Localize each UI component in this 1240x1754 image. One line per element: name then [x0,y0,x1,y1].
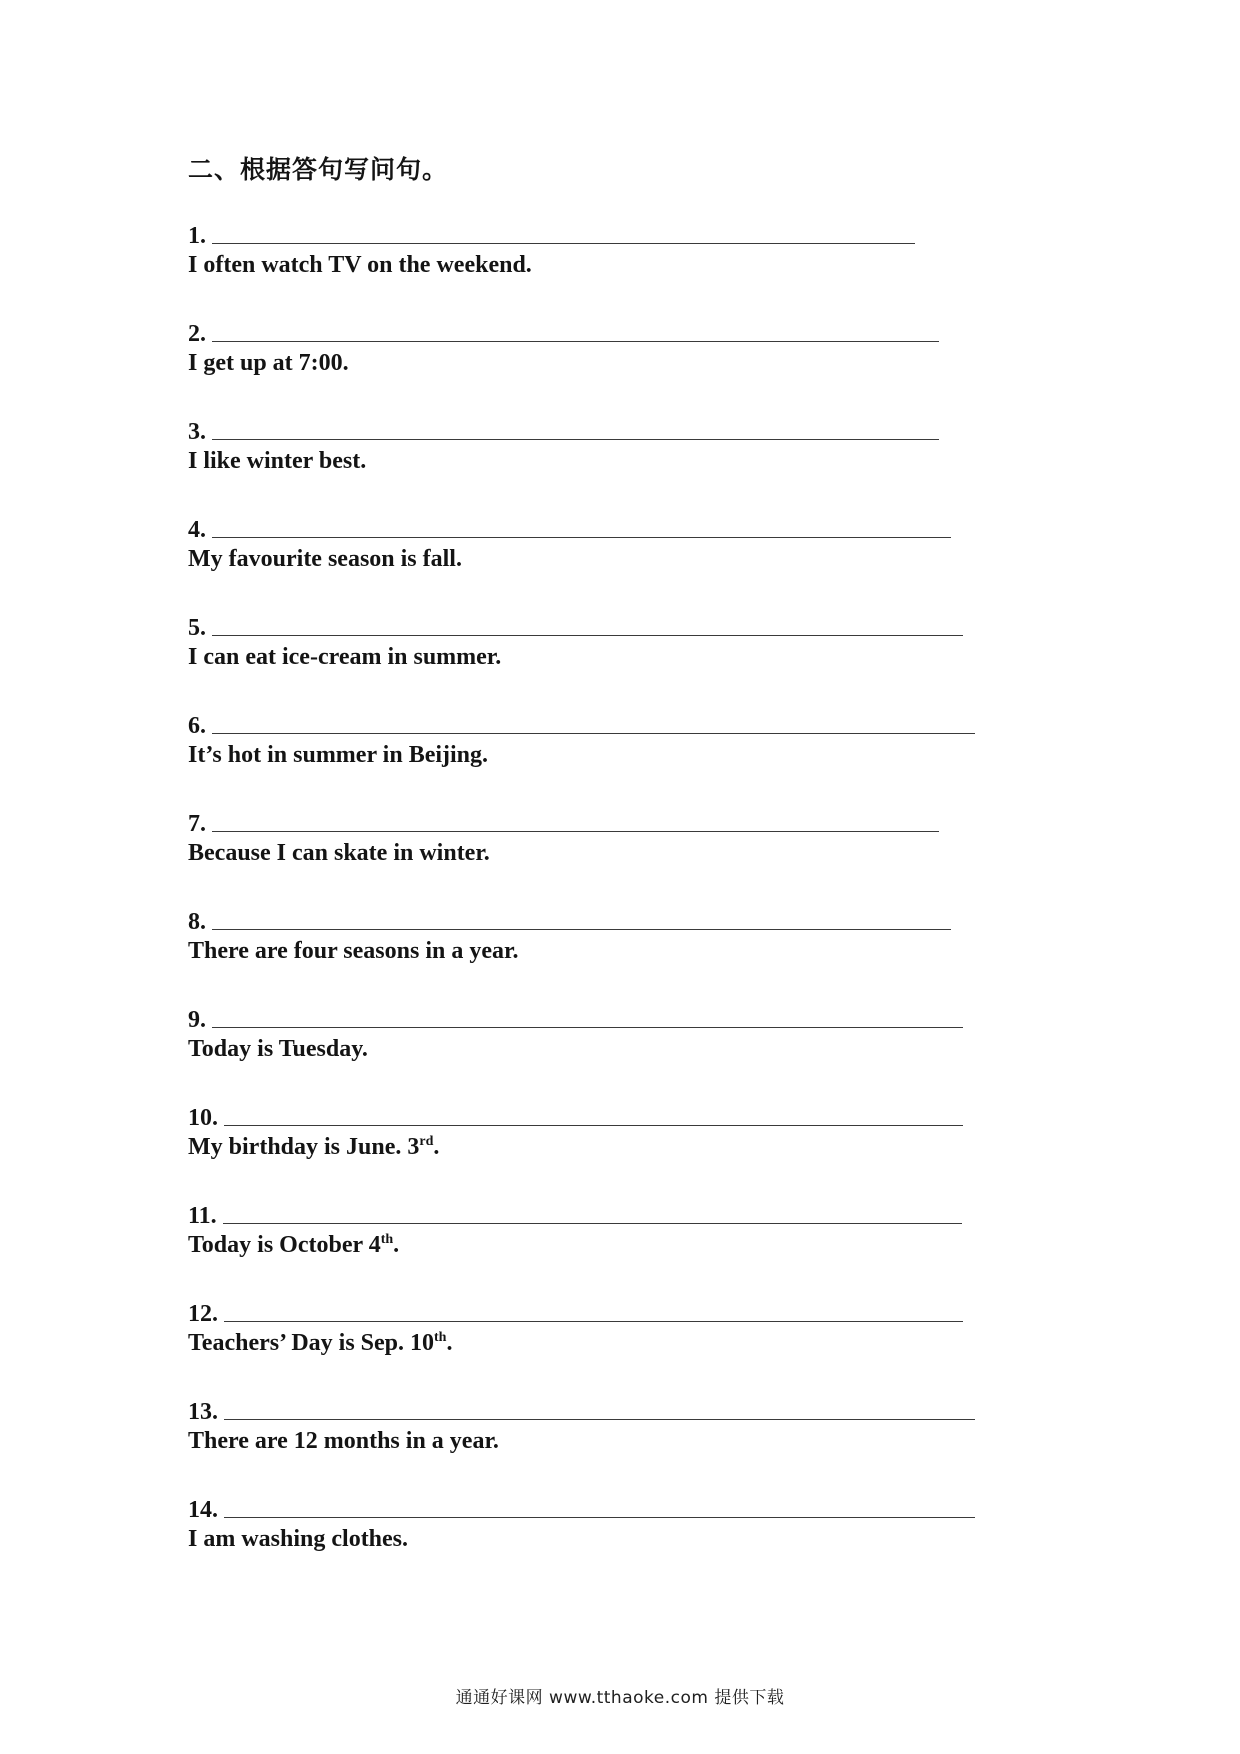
question-item [188,1198,975,1296]
answer-text: My favourite season is fall. [188,546,462,572]
answer-blank[interactable] [212,421,939,440]
question-item [188,610,975,708]
answer-blank[interactable] [212,1009,963,1028]
question-number: 12. [188,1301,218,1327]
question-line [188,1100,975,1130]
answer-blank[interactable] [212,813,939,832]
answer-text: I often watch TV on the weekend. [188,252,532,278]
question-item [188,904,975,1002]
question-number: 9. [188,1007,206,1033]
question-line [188,904,975,934]
question-number: 1. [188,223,206,249]
question-line [188,610,975,640]
question-line [188,1394,975,1424]
section-title: 二、根据答句写问句。 [188,155,449,184]
question-item [188,1002,975,1100]
answer-text: Today is Tuesday. [188,1036,368,1062]
question-number: 8. [188,909,206,935]
answer-blank[interactable] [212,715,975,734]
question-item [188,1394,975,1492]
question-number: 2. [188,321,206,347]
answer-text: My birthday is June. 3rd. [188,1134,440,1160]
answer-blank[interactable] [224,1107,963,1126]
answer-blank[interactable] [212,225,915,244]
answer-blank[interactable] [223,1205,962,1224]
question-line [188,708,975,738]
question-number: 14. [188,1497,218,1523]
question-line [188,1198,975,1228]
question-number: 6. [188,713,206,739]
question-line [188,1492,975,1522]
question-line [188,316,975,346]
ordinal-suffix: th [380,1232,394,1247]
question-item [188,1100,975,1198]
answer-blank[interactable] [224,1401,975,1420]
question-line [188,806,975,836]
question-item [188,1492,975,1590]
question-list [188,218,975,1590]
answer-blank[interactable] [212,519,951,538]
question-line [188,1002,975,1032]
question-line [188,1296,975,1326]
answer-blank[interactable] [212,617,963,636]
answer-blank[interactable] [212,911,951,930]
question-number: 11. [188,1203,217,1229]
answer-blank[interactable] [212,323,939,342]
question-line [188,512,975,542]
question-item [188,218,975,316]
answer-blank[interactable] [224,1303,963,1322]
question-line [188,218,975,248]
question-number: 4. [188,517,206,543]
answer-text: Today is October 4th. [188,1232,400,1258]
question-number: 10. [188,1105,218,1131]
question-number: 13. [188,1399,218,1425]
question-item [188,316,975,414]
answer-text: Teachers’ Day is Sep. 10th. [188,1330,453,1356]
answer-text: I can eat ice-cream in summer. [188,644,502,670]
question-item [188,414,975,512]
question-line [188,414,975,444]
answer-blank[interactable] [224,1499,975,1518]
answer-text: I am washing clothes. [188,1526,409,1552]
question-item [188,512,975,610]
answer-text: I get up at 7:00. [188,350,349,376]
question-number: 7. [188,811,206,837]
answer-text: It’s hot in summer in Beijing. [188,742,489,768]
ordinal-suffix: th [434,1330,447,1345]
answer-text: I like winter best. [188,448,367,474]
answer-text: There are four seasons in a year. [188,938,519,964]
question-item [188,1296,975,1394]
page-footer: 通通好课网 www.tthaoke.com 提供下载 [455,1688,785,1708]
question-number: 5. [188,615,206,641]
question-item [188,806,975,904]
question-number: 3. [188,419,206,445]
question-item [188,708,975,806]
answer-text: There are 12 months in a year. [188,1428,499,1454]
answer-text: Because I can skate in winter. [188,840,490,866]
ordinal-suffix: rd [419,1134,434,1149]
